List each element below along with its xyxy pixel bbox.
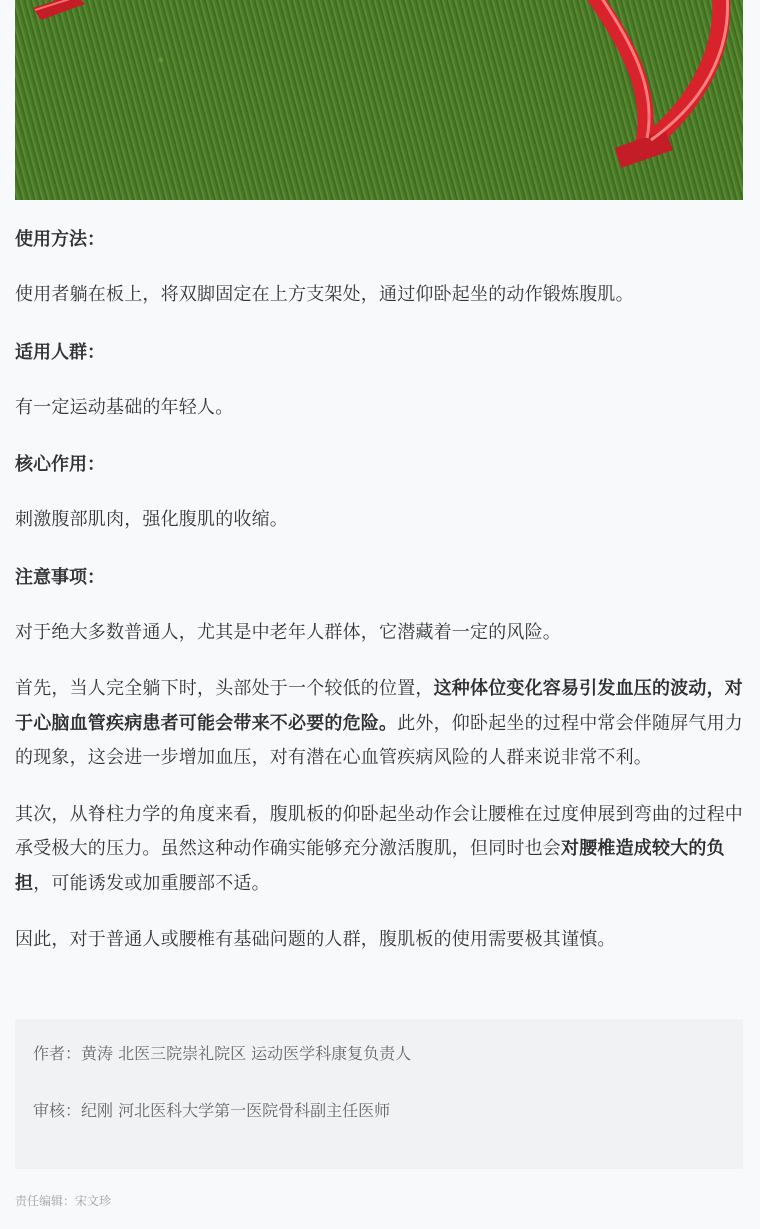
credits-box xyxy=(15,1019,743,1169)
risk2-lead: 其次，从脊柱力学的角度来看，腹肌板的仰卧起坐动作会让腰椎在过度伸展到弯曲的过程中承受极大的压力。虽然这种动作确实能够充分激活腹肌，但同时也会 xyxy=(15,803,743,859)
effect-heading: 核心作用： xyxy=(15,454,105,475)
conclusion-paragraph: 因此，对于普通人或腰椎有基础问题的人群，腹肌板的使用需要极其谨慎。 xyxy=(15,929,616,950)
risk1-lead: 首先，当人完全躺下时，头部处于一个较低的位置， xyxy=(15,678,434,699)
article-body xyxy=(15,222,743,958)
reviewer-credit: 审核：纪刚 河北医科大学第一医院骨科副主任医师 xyxy=(33,1101,391,1120)
risk1-emphasis: 这种体位变化容易引发血压的波动，对于心脑血管疾病患者可能会带来不必要的危险。 xyxy=(15,678,744,734)
usage-heading: 使用方法： xyxy=(15,229,105,250)
audience-text: 有一定运动基础的年轻人。 xyxy=(15,396,234,418)
risk2-emphasis: 对腰椎造成较大的负担 xyxy=(15,838,725,894)
risk-paragraph-2 xyxy=(15,798,743,902)
notes-text: 对于绝大多数普通人，尤其是中老年人群体，它潜藏着一定的风险。 xyxy=(15,621,561,643)
audience-heading: 适用人群： xyxy=(15,341,105,363)
notes-heading: 注意事项： xyxy=(15,566,105,588)
red-bench-illustration xyxy=(15,0,743,200)
risk2-tail: ，可能诱发或加重腰部不适。 xyxy=(33,872,270,894)
author-credit: 作者：黄涛 北医三院崇礼院区 运动医学科康复负责人 xyxy=(33,1044,412,1063)
ab-bench-photo xyxy=(15,0,743,200)
usage-text: 使用者躺在板上，将双脚固定在上方支架处，通过仰卧起坐的动作锻炼腹肌。 xyxy=(15,284,634,305)
risk1-tail: 此外，仰卧起坐的过程中常会伴随屏气用力的现象，这会进一步增加血压，对有潜在心血管疾病风险的人群来说非常不利。 xyxy=(15,712,744,768)
effect-text: 刺激腹部肌肉，强化腹肌的收缩。 xyxy=(15,509,288,530)
risk-paragraph-1 xyxy=(15,672,743,776)
responsible-editor: 责任编辑：宋文珍 xyxy=(15,1194,112,1208)
